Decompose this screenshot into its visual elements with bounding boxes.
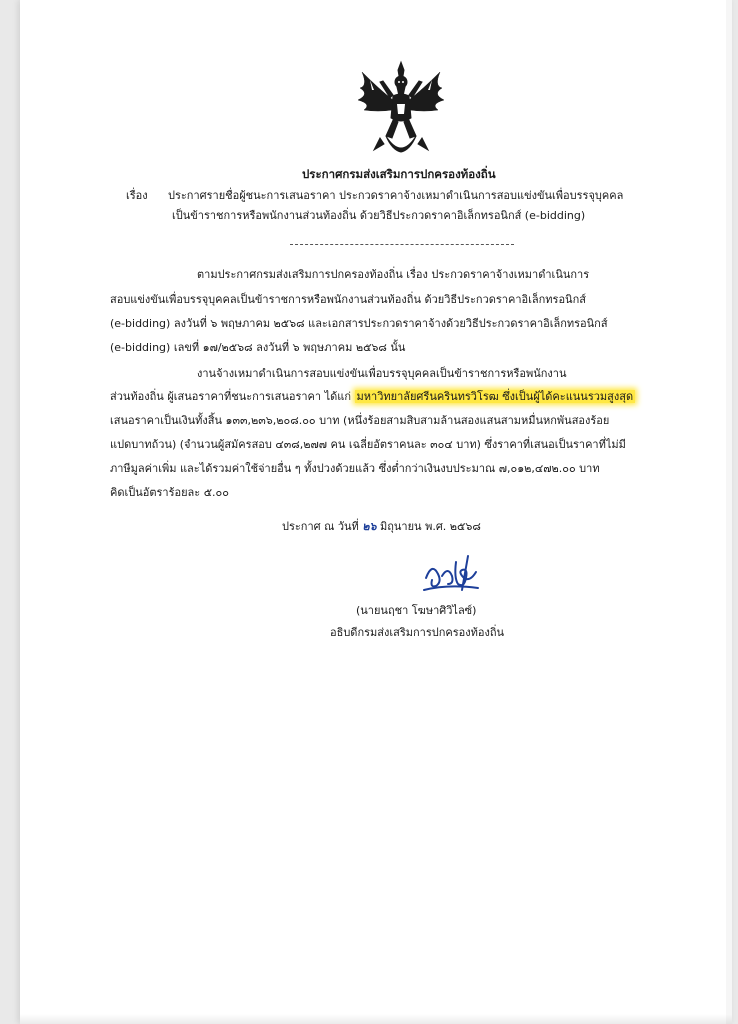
- subject-line-1: [126, 189, 623, 203]
- signer-name: (นายนฤชา โฆษาศิวิไลซ์): [356, 604, 477, 617]
- para2-line3: เสนอราคาเป็นเงินทั้งสิ้น ๑๓๓,๒๓๖,๒๐๘.๐๐ บาท (หนึ่งร้อยสามสิบสามล้านสองแสนสามหมื่นหกพันสองร้อย: [110, 414, 610, 427]
- garuda-emblem-icon: [350, 60, 452, 160]
- announce-day: ๒๖: [362, 520, 377, 533]
- para2-line6: คิดเป็นอัตราร้อยละ ๕.๐๐: [110, 486, 229, 499]
- para2-line5: ภาษีมูลค่าเพิ่ม และได้รวมค่าใช้จ่ายอื่น ๆ ทั้งปวงด้วยแล้ว ซึ่งต่ำกว่าเงินงบประมาณ ๗,๐๑๒,๔๗๒.๐๐ บาท: [110, 462, 600, 475]
- para1-line1: ตามประกาศกรมส่งเสริมการปกครองท้องถิ่น เรื่อง ประกวดราคาจ้างเหมาดำเนินการ: [197, 268, 590, 281]
- subject-text-1: ประกาศรายชื่อผู้ชนะการเสนอราคา ประกวดราคาจ้างเหมาดำเนินการสอบแข่งขันเพื่อบรรจุบุคคล: [168, 189, 624, 202]
- announce-suffix: มิถุนายน พ.ศ. ๒๕๖๘: [376, 520, 481, 533]
- announce-prefix: ประกาศ ณ วันที่: [282, 520, 363, 533]
- para2-line2: [110, 390, 635, 404]
- subject-label: เรื่อง: [126, 189, 148, 202]
- signature-image: [418, 548, 488, 598]
- page-edge: [726, 0, 732, 1024]
- signer-position: อธิบดีกรมส่งเสริมการปกครองท้องถิ่น: [330, 626, 505, 639]
- highlighted-winner: มหาวิทยาลัยศรีนครินทรวิโรฒ ซึ่งเป็นผู้ได้คะแนนรวมสูงสุด: [356, 390, 634, 403]
- para2-line2-text: ส่วนท้องถิ่น ผู้เสนอราคาที่ชนะการเสนอราคา ได้แก่: [110, 390, 355, 403]
- para2-line1: งานจ้างเหมาดำเนินการสอบแข่งขันเพื่อบรรจุบุคคลเป็นข้าราชการหรือพนักงาน: [197, 367, 567, 380]
- para1-line4: (e-bidding) เลขที่ ๑๗/๒๕๖๘ ลงวันที่ ๖ พฤษภาคม ๒๕๖๘ นั้น: [110, 341, 406, 354]
- document-page: [20, 0, 732, 1024]
- subject-line-2: เป็นข้าราชการหรือพนักงานส่วนท้องถิ่น ด้วยวิธีประกวดราคาอิเล็กทรอนิกส์ (e-bidding): [172, 209, 586, 222]
- separator-line: [290, 244, 514, 245]
- para1-line2: สอบแข่งขันเพื่อบรรจุบุคคลเป็นข้าราชการหรือพนักงานส่วนท้องถิ่น ด้วยวิธีประกวดราคาอิเล็กทรอนิกส์: [110, 293, 586, 306]
- document-title: ประกาศกรมส่งเสริมการปกครองท้องถิ่น: [302, 167, 496, 181]
- para2-line4: แปดบาทถ้วน) (จำนวนผู้สมัครสอบ ๔๓๘,๒๗๗ คน เฉลี่ยอัตราคนละ ๓๐๔ บาท) ซึ่งราคาที่เสนอเป็นราคาที่ไม่มี: [110, 438, 626, 451]
- announce-date: [282, 520, 481, 534]
- para1-line3: (e-bidding) ลงวันที่ ๖ พฤษภาคม ๒๕๖๘ และเอกสารประกวดราคาจ้างด้วยวิธีประกวดราคาอิเล็กทรอนิกส์: [110, 317, 608, 330]
